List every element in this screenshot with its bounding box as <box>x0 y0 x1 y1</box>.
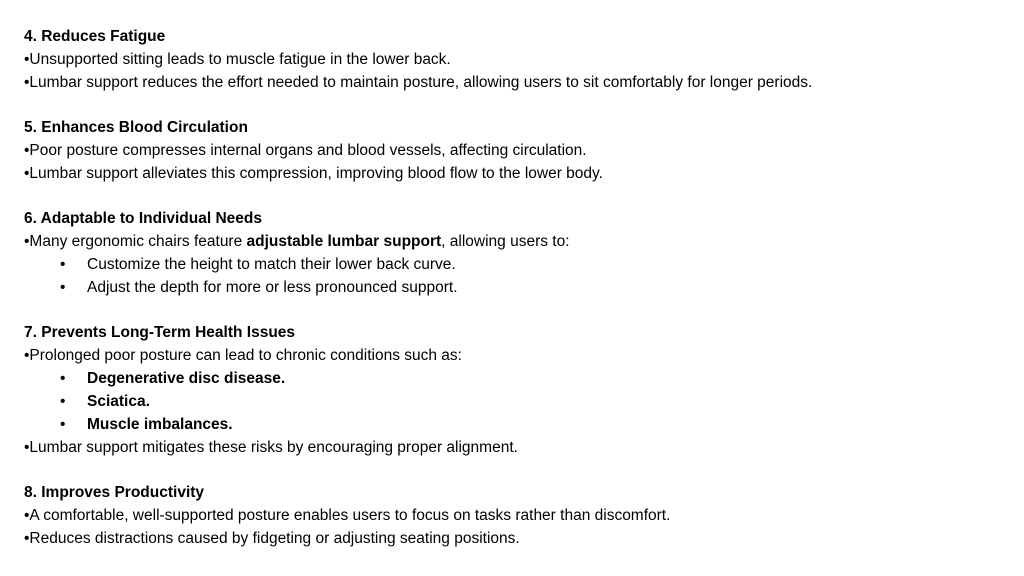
sub-bullet-muscle-imbalances <box>24 413 1014 436</box>
bullet-dot-icon: • <box>60 279 66 296</box>
sub-bullet-text: Customize the height to match their lower back curve. <box>87 256 456 273</box>
bullet-comfortable-posture: •A comfortable, well-supported posture enables users to focus on tasks rather than discomfort. <box>24 507 671 524</box>
bullet-dot-icon: • <box>60 370 66 387</box>
bullet-lumbar-reduces-effort: •Lumbar support reduces the effort needed to maintain posture, allowing users to sit comfortably for longer periods. <box>24 74 813 91</box>
spacer <box>24 94 1014 116</box>
bold-phrase: adjustable lumbar support <box>246 233 442 250</box>
spacer <box>24 299 1014 321</box>
bullet-text: , allowing users to: <box>441 233 570 250</box>
sub-bullet-disc-disease <box>24 367 1014 390</box>
bullet-reduces-distractions: •Reduces distractions caused by fidgeting or adjusting seating positions. <box>24 530 520 547</box>
sub-bullet-text: Degenerative disc disease. <box>87 370 286 387</box>
sub-bullet-text: Adjust the depth for more or less pronounced support. <box>87 279 458 296</box>
section-heading-reduces-fatigue: 4. Reduces Fatigue <box>24 28 166 45</box>
section-heading-health-issues: 7. Prevents Long-Term Health Issues <box>24 324 296 341</box>
bullet-dot-icon: • <box>60 256 66 273</box>
bullet-dot-icon: • <box>60 393 66 410</box>
sub-bullet-sciatica <box>24 390 1014 413</box>
sub-bullet-adjust-depth <box>24 276 1014 299</box>
bullet-poor-posture-compresses: •Poor posture compresses internal organs and blood vessels, affecting circulation. <box>24 142 587 159</box>
spacer <box>24 185 1014 207</box>
spacer <box>24 459 1014 481</box>
bullet-lumbar-alleviates: •Lumbar support alleviates this compression, improving blood flow to the lower body. <box>24 165 603 182</box>
slide-content <box>24 25 1014 550</box>
section-heading-productivity: 8. Improves Productivity <box>24 484 205 501</box>
bullet-text: •Many ergonomic chairs feature <box>24 233 247 250</box>
section-heading-blood-circulation: 5. Enhances Blood Circulation <box>24 119 248 136</box>
bullet-unsupported-sitting: •Unsupported sitting leads to muscle fatigue in the lower back. <box>24 51 451 68</box>
bullet-prolonged-posture: •Prolonged poor posture can lead to chronic conditions such as: <box>24 347 462 364</box>
sub-bullet-text: Sciatica. <box>87 393 150 410</box>
section-heading-adaptable: 6. Adaptable to Individual Needs <box>24 210 262 227</box>
bullet-ergonomic-chairs <box>24 230 1014 253</box>
sub-bullet-text: Muscle imbalances. <box>87 416 233 433</box>
bullet-dot-icon: • <box>60 416 66 433</box>
bullet-mitigates-risks: •Lumbar support mitigates these risks by encouraging proper alignment. <box>24 439 518 456</box>
sub-bullet-customize-height <box>24 253 1014 276</box>
